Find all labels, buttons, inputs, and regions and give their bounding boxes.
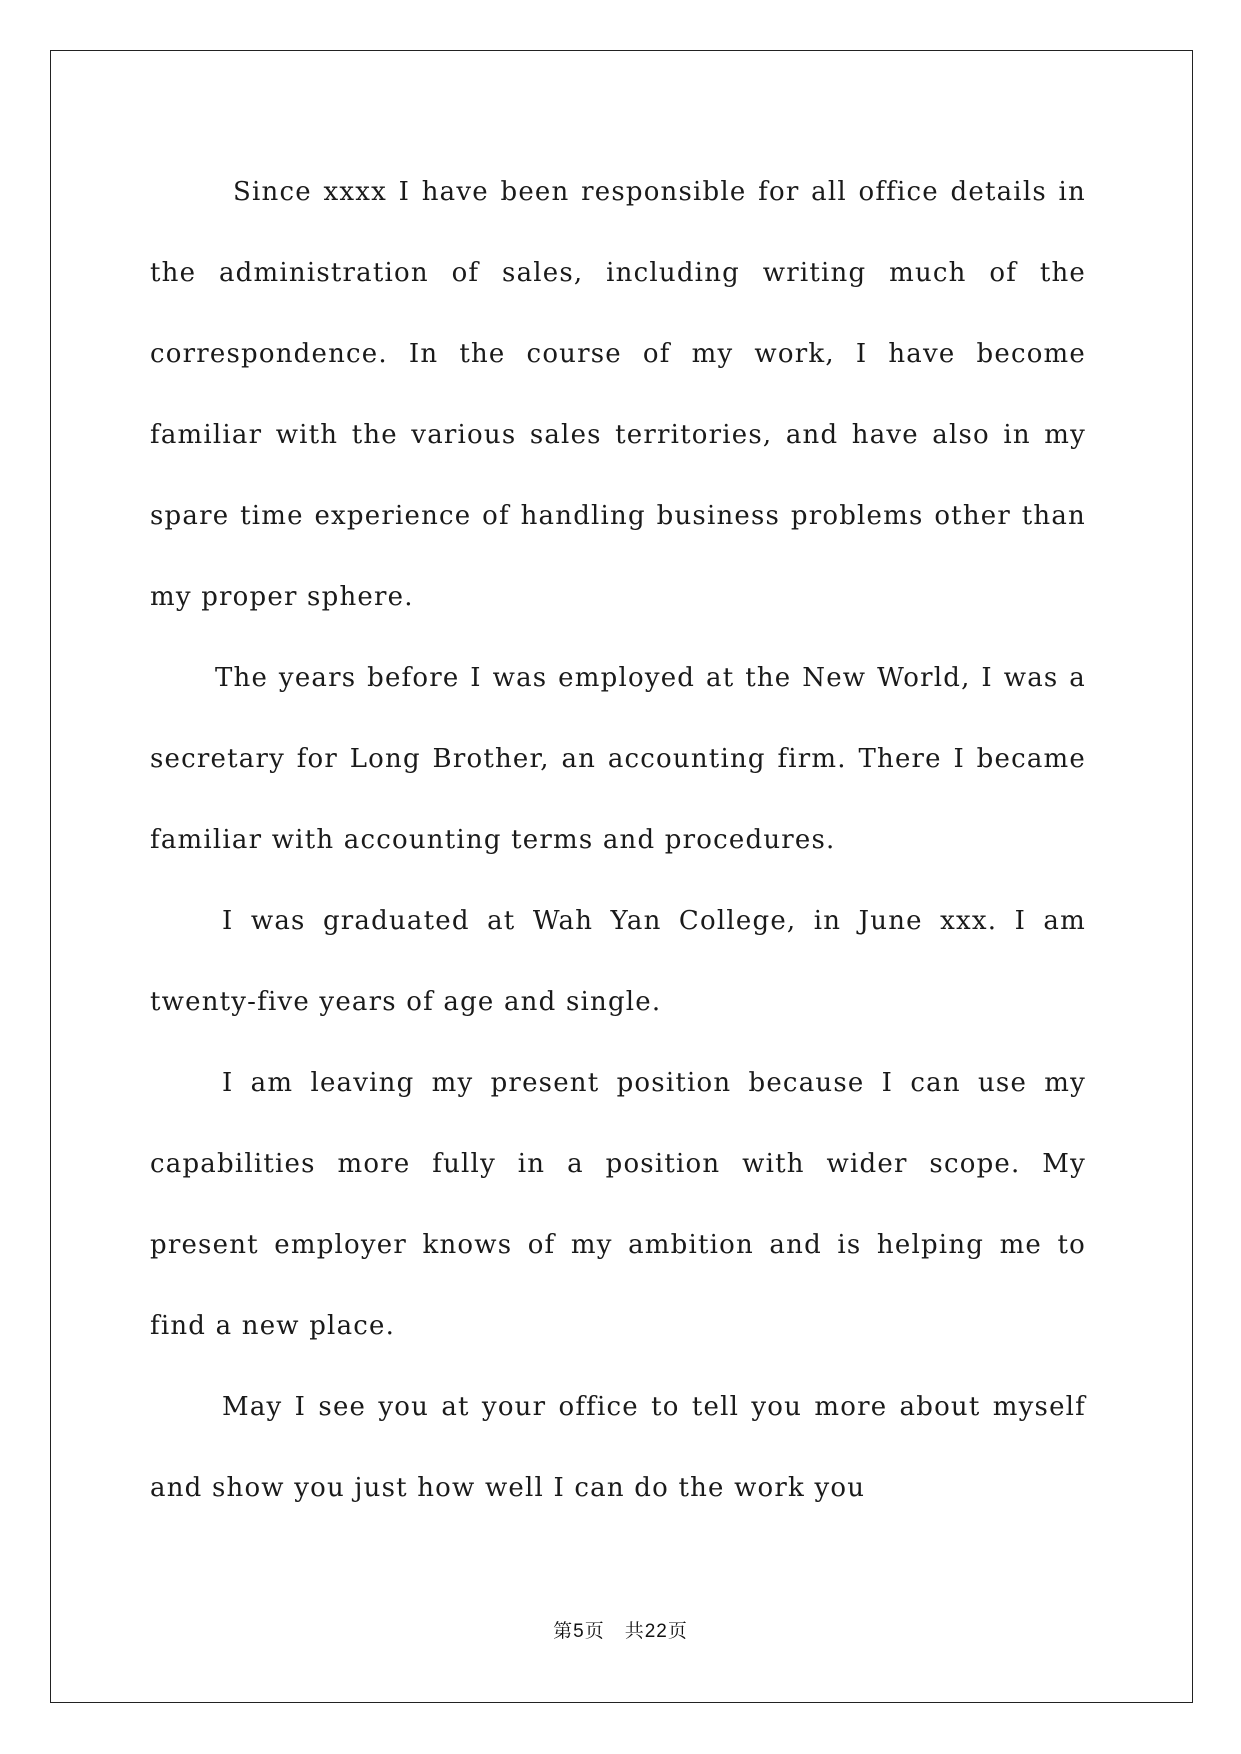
total-pages: 22	[644, 1621, 668, 1642]
paragraph: May I see you at your office to tell you more about myself and show you just how well I can do the work you	[150, 1392, 1086, 1503]
total-prefix: 共	[624, 1621, 645, 1642]
total-suffix: 页	[667, 1621, 688, 1642]
paragraph: I am leaving my present position because I can use my capabilities more fully in a position with wider scope. My present employer knows of my ambition and is helping me to find a new place.	[150, 1068, 1086, 1341]
paragraph: I was graduated at Wah Yan College, in June xxx. I am twenty-five years of age and single.	[150, 906, 1086, 1017]
document-body	[150, 152, 1086, 1529]
page-number: 5	[573, 1621, 585, 1642]
page-footer	[0, 1616, 1241, 1643]
paragraph: Since xxxx I have been responsible for all office details in the administration of sales, including writing much of the correspondence. In the course of my work, I have become familiar with the various sales territories, and have also in my spare time experience of handling business problems other than my proper sphere.	[150, 177, 1086, 612]
paragraph: The years before I was employed at the New World, I was a secretary for Long Brother, an accounting firm. There I became familiar with accounting terms and procedures.	[150, 663, 1086, 855]
page-prefix: 第	[553, 1621, 574, 1642]
page-suffix: 页	[584, 1621, 605, 1642]
